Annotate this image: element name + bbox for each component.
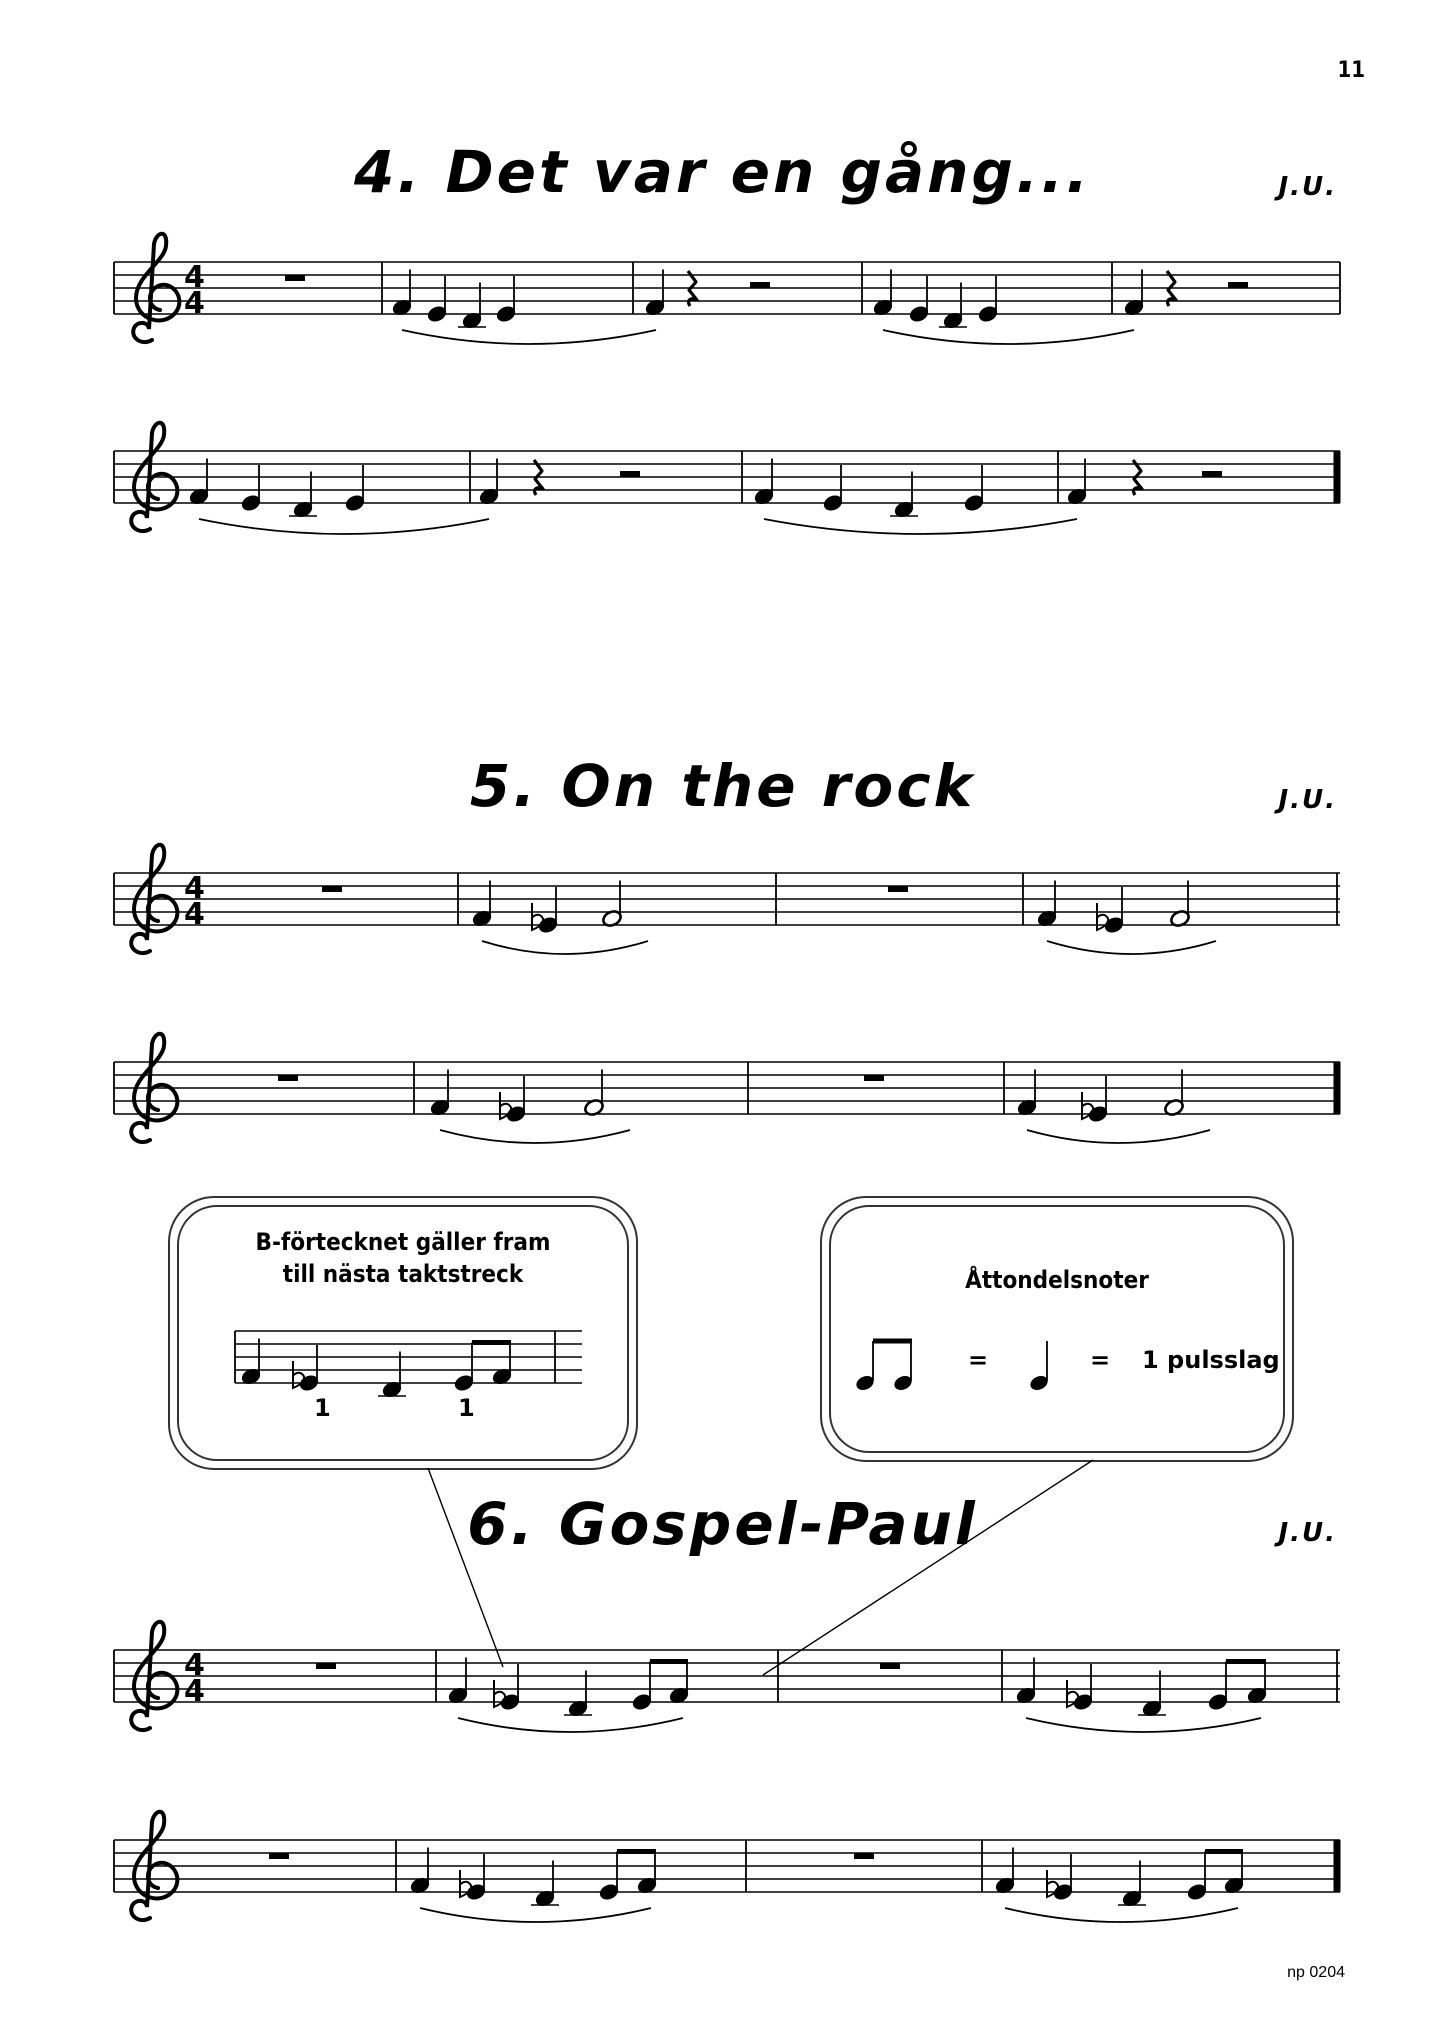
slur bbox=[1026, 1718, 1261, 1732]
time-signature-numerator: 4 bbox=[184, 1648, 205, 1683]
piece-title-5: 5. On the rock bbox=[469, 752, 976, 820]
slur bbox=[199, 519, 489, 534]
time-signature-denominator: 4 bbox=[184, 286, 205, 321]
half-rest-icon bbox=[1202, 471, 1222, 477]
whole-rest-icon bbox=[880, 1663, 900, 1669]
pointer-line bbox=[763, 1460, 1093, 1675]
piece-title-4: 4. Det var en gång... bbox=[353, 138, 1092, 206]
time-signature-denominator: 4 bbox=[184, 1674, 205, 1709]
slur bbox=[764, 519, 1077, 534]
beat-number-1: 1 bbox=[314, 1394, 331, 1422]
time-signature-numerator: 4 bbox=[184, 871, 205, 906]
whole-rest-icon bbox=[888, 886, 908, 892]
whole-rest-icon bbox=[285, 275, 305, 281]
piece-title-6: 6. Gospel-Paul bbox=[467, 1490, 978, 1558]
treble-clef-icon bbox=[131, 1622, 177, 1730]
slur bbox=[458, 1718, 683, 1732]
time-signature-numerator: 4 bbox=[184, 260, 205, 295]
treble-clef-icon bbox=[131, 423, 177, 531]
treble-clef-icon bbox=[131, 845, 177, 953]
treble-clef-icon bbox=[133, 234, 179, 342]
pointer-line bbox=[428, 1468, 503, 1667]
slur bbox=[1047, 941, 1216, 954]
half-rest-icon bbox=[620, 471, 640, 477]
composer-credit-6: J.U. bbox=[1278, 1518, 1337, 1548]
half-rest-icon bbox=[750, 282, 770, 288]
flat-rule-line2: till nästa taktstreck bbox=[282, 1260, 524, 1288]
whole-rest-icon bbox=[316, 1663, 336, 1669]
whole-rest-icon bbox=[854, 1853, 874, 1859]
pulse-label: 1 pulsslag bbox=[1142, 1346, 1280, 1374]
slur bbox=[482, 941, 648, 954]
slur bbox=[1027, 1130, 1210, 1143]
slur bbox=[883, 330, 1134, 344]
flat-rule-line1: B-förtecknet gäller fram bbox=[255, 1228, 551, 1256]
treble-clef-icon bbox=[131, 1034, 177, 1142]
whole-rest-icon bbox=[269, 1853, 289, 1859]
whole-rest-icon bbox=[864, 1075, 884, 1081]
composer-credit-5: J.U. bbox=[1278, 785, 1337, 815]
composer-credit-4: J.U. bbox=[1278, 172, 1337, 202]
treble-clef-icon bbox=[131, 1812, 177, 1920]
slur bbox=[1005, 1908, 1238, 1922]
time-signature-denominator: 4 bbox=[184, 897, 205, 932]
slur bbox=[440, 1130, 630, 1143]
footer-code: np 0204 bbox=[1287, 1964, 1345, 1981]
half-rest-icon bbox=[1228, 282, 1248, 288]
beat-number-2: 1 bbox=[458, 1394, 475, 1422]
equals-sign-2: = bbox=[1090, 1346, 1111, 1374]
whole-rest-icon bbox=[278, 1075, 298, 1081]
whole-rest-icon bbox=[322, 886, 342, 892]
equals-sign-1: = bbox=[968, 1346, 989, 1374]
eighth-notes-heading: Åttondelsnoter bbox=[965, 1266, 1149, 1294]
page-number: 11 bbox=[1337, 58, 1365, 83]
slur bbox=[420, 1908, 651, 1922]
slur bbox=[402, 330, 656, 344]
